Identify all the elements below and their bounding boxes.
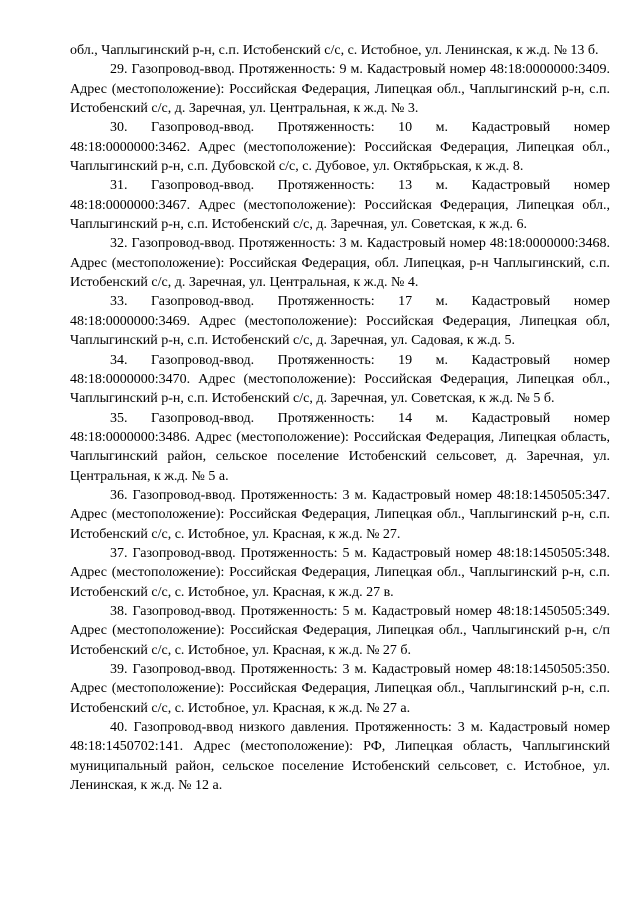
list-item-32: 32. Газопровод-ввод. Протяженность: 3 м. Кадастровый номер 48:18:0000000:3468. Адрес (местоположение): Российская Федерация, обл. Липецкая, р-н Чаплыгинский, с.п. Истобенский с/с, д. Заречная, ул. Центральная, к ж.д. № 4.: [70, 236, 610, 291]
list-item-40: 40. Газопровод-ввод низкого давления. Протяженность: 3 м. Кадастровый номер 48:18:1450702:141. Адрес (местоположение): РФ, Липецкая область, Чаплыгинский муниципальный район, сельское поселение Истобенский сельсовет, с. Истобное, ул. Ленинская, к ж.д. № 12 а.: [70, 720, 610, 794]
list-item-30: 30. Газопровод-ввод. Протяженность: 10 м. Кадастровый номер 48:18:0000000:3462. Адрес (местоположение): Российская Федерация, Липецкая обл., Чаплыгинский р-н, с.п. Дубовской с/с, с. Дубовое, ул. Октябрьская, к ж.д. 8.: [70, 120, 610, 175]
list-item-37: 37. Газопровод-ввод. Протяженность: 5 м. Кадастровый номер 48:18:1450505:348. Адрес (местоположение): Российская Федерация, Липецкая обл., Чаплыгинский р-н, с.п. Истобенский с/с, с. Истобное, ул. Красная, к ж.д. 27 в.: [70, 545, 610, 600]
list-item-39: 39. Газопровод-ввод. Протяженность: 3 м. Кадастровый номер 48:18:1450505:350. Адрес (местоположение): Российская Федерация, Липецкая обл., Чаплыгинский р-н, с.п. Истобенский с/с, с. Истобное, ул. Красная, к ж.д. № 27 а.: [70, 662, 610, 716]
continuation-paragraph: обл., Чаплыгинский р-н, с.п. Истобенский с/с, с. Истобное, ул. Ленинская, к ж.д. № 13 б.: [70, 43, 599, 58]
list-item-36: 36. Газопровод-ввод. Протяженность: 3 м. Кадастровый номер 48:18:1450505:347. Адрес (местоположение): Российская Федерация, Липецкая обл., Чаплыгинский р-н, с.п. Истобенский с/с, с. Истобное, ул. Красная, к ж.д. № 27.: [70, 487, 610, 542]
list-item-29: 29. Газопровод-ввод. Протяженность: 9 м. Кадастровый номер 48:18:0000000:3409. Адрес (местоположение): Российская Федерация, Липецкая обл., Чаплыгинский р-н, с.п. Истобенский с/с, д. Заречная, ул. Центральная, к ж.д. № 3.: [70, 62, 610, 117]
list-item-34: 34. Газопровод-ввод. Протяженность: 19 м. Кадастровый номер 48:18:0000000:3470. Адрес (местоположение): Российская Федерация, Липецкая обл., Чаплыгинский р-н, с.п. Истобенский с/с, д. Заречная, ул. Советская, к ж.д. № 5 б.: [70, 352, 610, 407]
list-item-35: 35. Газопровод-ввод. Протяженность: 14 м. Кадастровый номер 48:18:0000000:3486. Адрес (местоположение): Российская Федерация, Липецкая область, Чаплыгинский район, сельское поселение Истобенский сельсовет, д. Заречная, ул. Центральная, к ж.д. № 5 а.: [70, 410, 610, 484]
list-item-33: 33. Газопровод-ввод. Протяженность: 17 м. Кадастровый номер 48:18:0000000:3469. Адрес (местоположение): Российская Федерация, Липецкая обл, Чаплыгинский р-н, с.п. Истобенский с/с, д. Заречная, ул. Садовая, к ж.д. 5.: [70, 294, 610, 349]
document-body: [70, 41, 610, 795]
list-item-38: 38. Газопровод-ввод. Протяженность: 5 м. Кадастровый номер 48:18:1450505:349. Адрес (местоположение): Российская Федерация, Липецкая обл., Чаплыгинский р-н, с/п Истобенский с/с, с. Истобное, ул. Красная, к ж.д. № 27 б.: [70, 603, 610, 658]
list-item-31: 31. Газопровод-ввод. Протяженность: 13 м. Кадастровый номер 48:18:0000000:3467. Адрес (местоположение): Российская Федерация, Липецкая обл., Чаплыгинский р-н, с.п. Истобенский с/с, д. Заречная, ул. Советская, к ж.д. 6.: [70, 178, 610, 233]
